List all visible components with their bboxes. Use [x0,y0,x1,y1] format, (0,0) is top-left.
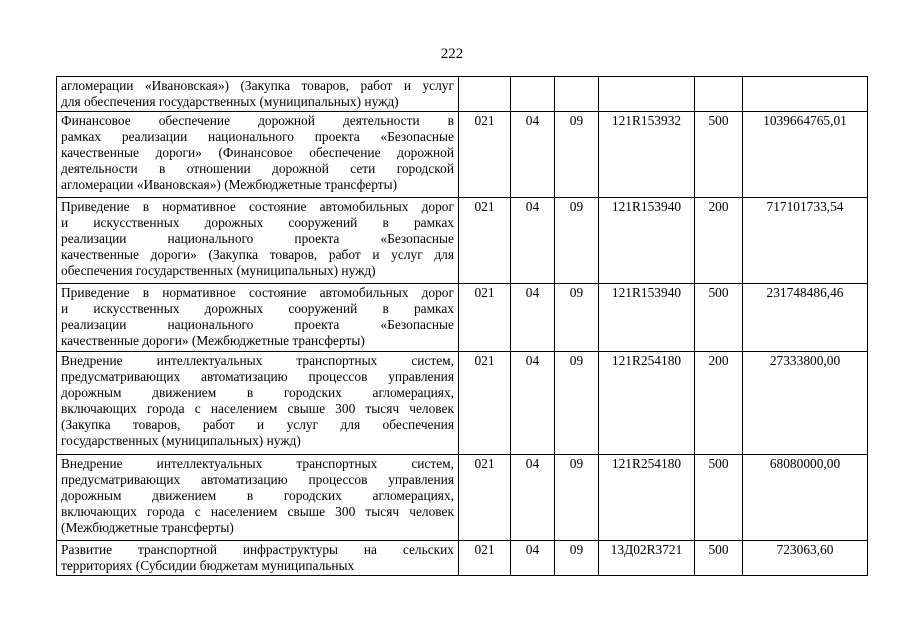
target-article-code-cell: 121R153940 [599,284,695,352]
expense-type-code-cell: 500 [695,455,743,541]
expense-description-cell [57,198,459,284]
table-row [57,455,868,541]
expense-description-cell [57,352,459,455]
section-code-cell: 04 [511,455,555,541]
expense-description-cell [57,541,459,576]
budget-table [56,76,868,576]
section-code-cell [511,77,555,112]
expense-description-cell [57,455,459,541]
description-line: включающих города с населением свыше 300 тысяч человек [61,504,454,519]
expense-description-cell [57,284,459,352]
expense-type-code-cell: 200 [695,198,743,284]
target-article-code-cell: 121R254180 [599,455,695,541]
table-row [57,352,868,455]
description-line: рамках реализации национального проекта «Безопасные [61,129,454,144]
subsection-code-cell: 09 [555,541,599,576]
section-code-cell: 04 [511,198,555,284]
description-line: дорожным движением в городских агломерациях, [61,488,454,503]
description-line: качественные дороги» (Закупка товаров, работ и услуг для [61,247,454,262]
subsection-code-cell: 09 [555,455,599,541]
subsection-code-cell: 09 [555,284,599,352]
target-article-code-cell: 121R153932 [599,112,695,198]
target-article-code-cell: 121R254180 [599,352,695,455]
expense-type-code-cell: 200 [695,352,743,455]
description-line: предусматривающих автоматизацию процессов управления [61,472,454,487]
grbs-code-cell: 021 [459,112,511,198]
page-number: 222 [440,46,464,62]
grbs-code-cell [459,77,511,112]
section-code-cell: 04 [511,112,555,198]
description-line: территориях (Субсидии бюджетам муниципальных [61,558,355,573]
description-line: государственных (муниципальных) нужд) [61,433,301,448]
subsection-code-cell: 09 [555,112,599,198]
description-line: предусматривающих автоматизацию процессов управления [61,369,454,384]
description-line: Приведение в нормативное состояние автомобильных дорог [61,199,454,214]
description-line: (Межбюджетные трансферты) [61,520,234,535]
grbs-code-cell: 021 [459,455,511,541]
description-line: включающих города с населением свыше 300 тысяч человек [61,401,454,416]
amount-cell: 723063,60 [743,541,868,576]
expense-type-code-cell [695,77,743,112]
amount-cell: 68080000,00 [743,455,868,541]
description-line: Финансовое обеспечение дорожной деятельности в [61,113,454,128]
expense-description-cell [57,112,459,198]
description-line: качественные дороги» (Межбюджетные трансферты) [61,333,365,348]
description-line: деятельности в отношении дорожной сети городской [61,161,454,176]
description-line: реализации национального проекта «Безопасные [61,231,454,246]
amount-cell [743,77,868,112]
amount-cell: 231748486,46 [743,284,868,352]
description-line: Внедрение интеллектуальных транспортных систем, [61,456,454,471]
section-code-cell: 04 [511,541,555,576]
description-line: для обеспечения государственных (муниципальных) нужд) [61,94,399,109]
table-row [57,112,868,198]
expense-type-code-cell: 500 [695,541,743,576]
table-row [57,541,868,576]
description-line: агломерации «Ивановская») (Межбюджетные трансферты) [61,177,398,192]
section-code-cell: 04 [511,284,555,352]
description-line: (Закупка товаров, работ и услуг для обеспечения [61,417,454,432]
subsection-code-cell: 09 [555,352,599,455]
description-line: Внедрение интеллектуальных транспортных систем, [61,353,454,368]
description-line: и искусственных дорожных сооружений в рамках [61,301,454,316]
amount-cell: 717101733,54 [743,198,868,284]
amount-cell: 1039664765,01 [743,112,868,198]
description-line: и искусственных дорожных сооружений в рамках [61,215,454,230]
description-line: реализации национального проекта «Безопасные [61,317,454,332]
description-line: агломерации «Ивановская») (Закупка товаров, работ и услуг [61,78,454,93]
section-code-cell: 04 [511,352,555,455]
target-article-code-cell: 13Д02R3721 [599,541,695,576]
grbs-code-cell: 021 [459,541,511,576]
table-row [57,77,868,112]
description-line: Развитие транспортной инфраструктуры на сельских [61,542,454,557]
target-article-code-cell [599,77,695,112]
table-row [57,284,868,352]
grbs-code-cell: 021 [459,198,511,284]
table-row [57,198,868,284]
subsection-code-cell: 09 [555,198,599,284]
description-line: качественные дороги» (Финансовое обеспечение дорожной [61,145,454,160]
description-line: Приведение в нормативное состояние автомобильных дорог [61,285,454,300]
expense-description-cell [57,77,459,112]
table-body [57,77,868,576]
grbs-code-cell: 021 [459,284,511,352]
expense-type-code-cell: 500 [695,112,743,198]
amount-cell: 27333800,00 [743,352,868,455]
grbs-code-cell: 021 [459,352,511,455]
target-article-code-cell: 121R153940 [599,198,695,284]
description-line: обеспечения государственных (муниципальных) нужд) [61,263,376,278]
expense-type-code-cell: 500 [695,284,743,352]
description-line: дорожным движением в городских агломерациях, [61,385,454,400]
subsection-code-cell [555,77,599,112]
